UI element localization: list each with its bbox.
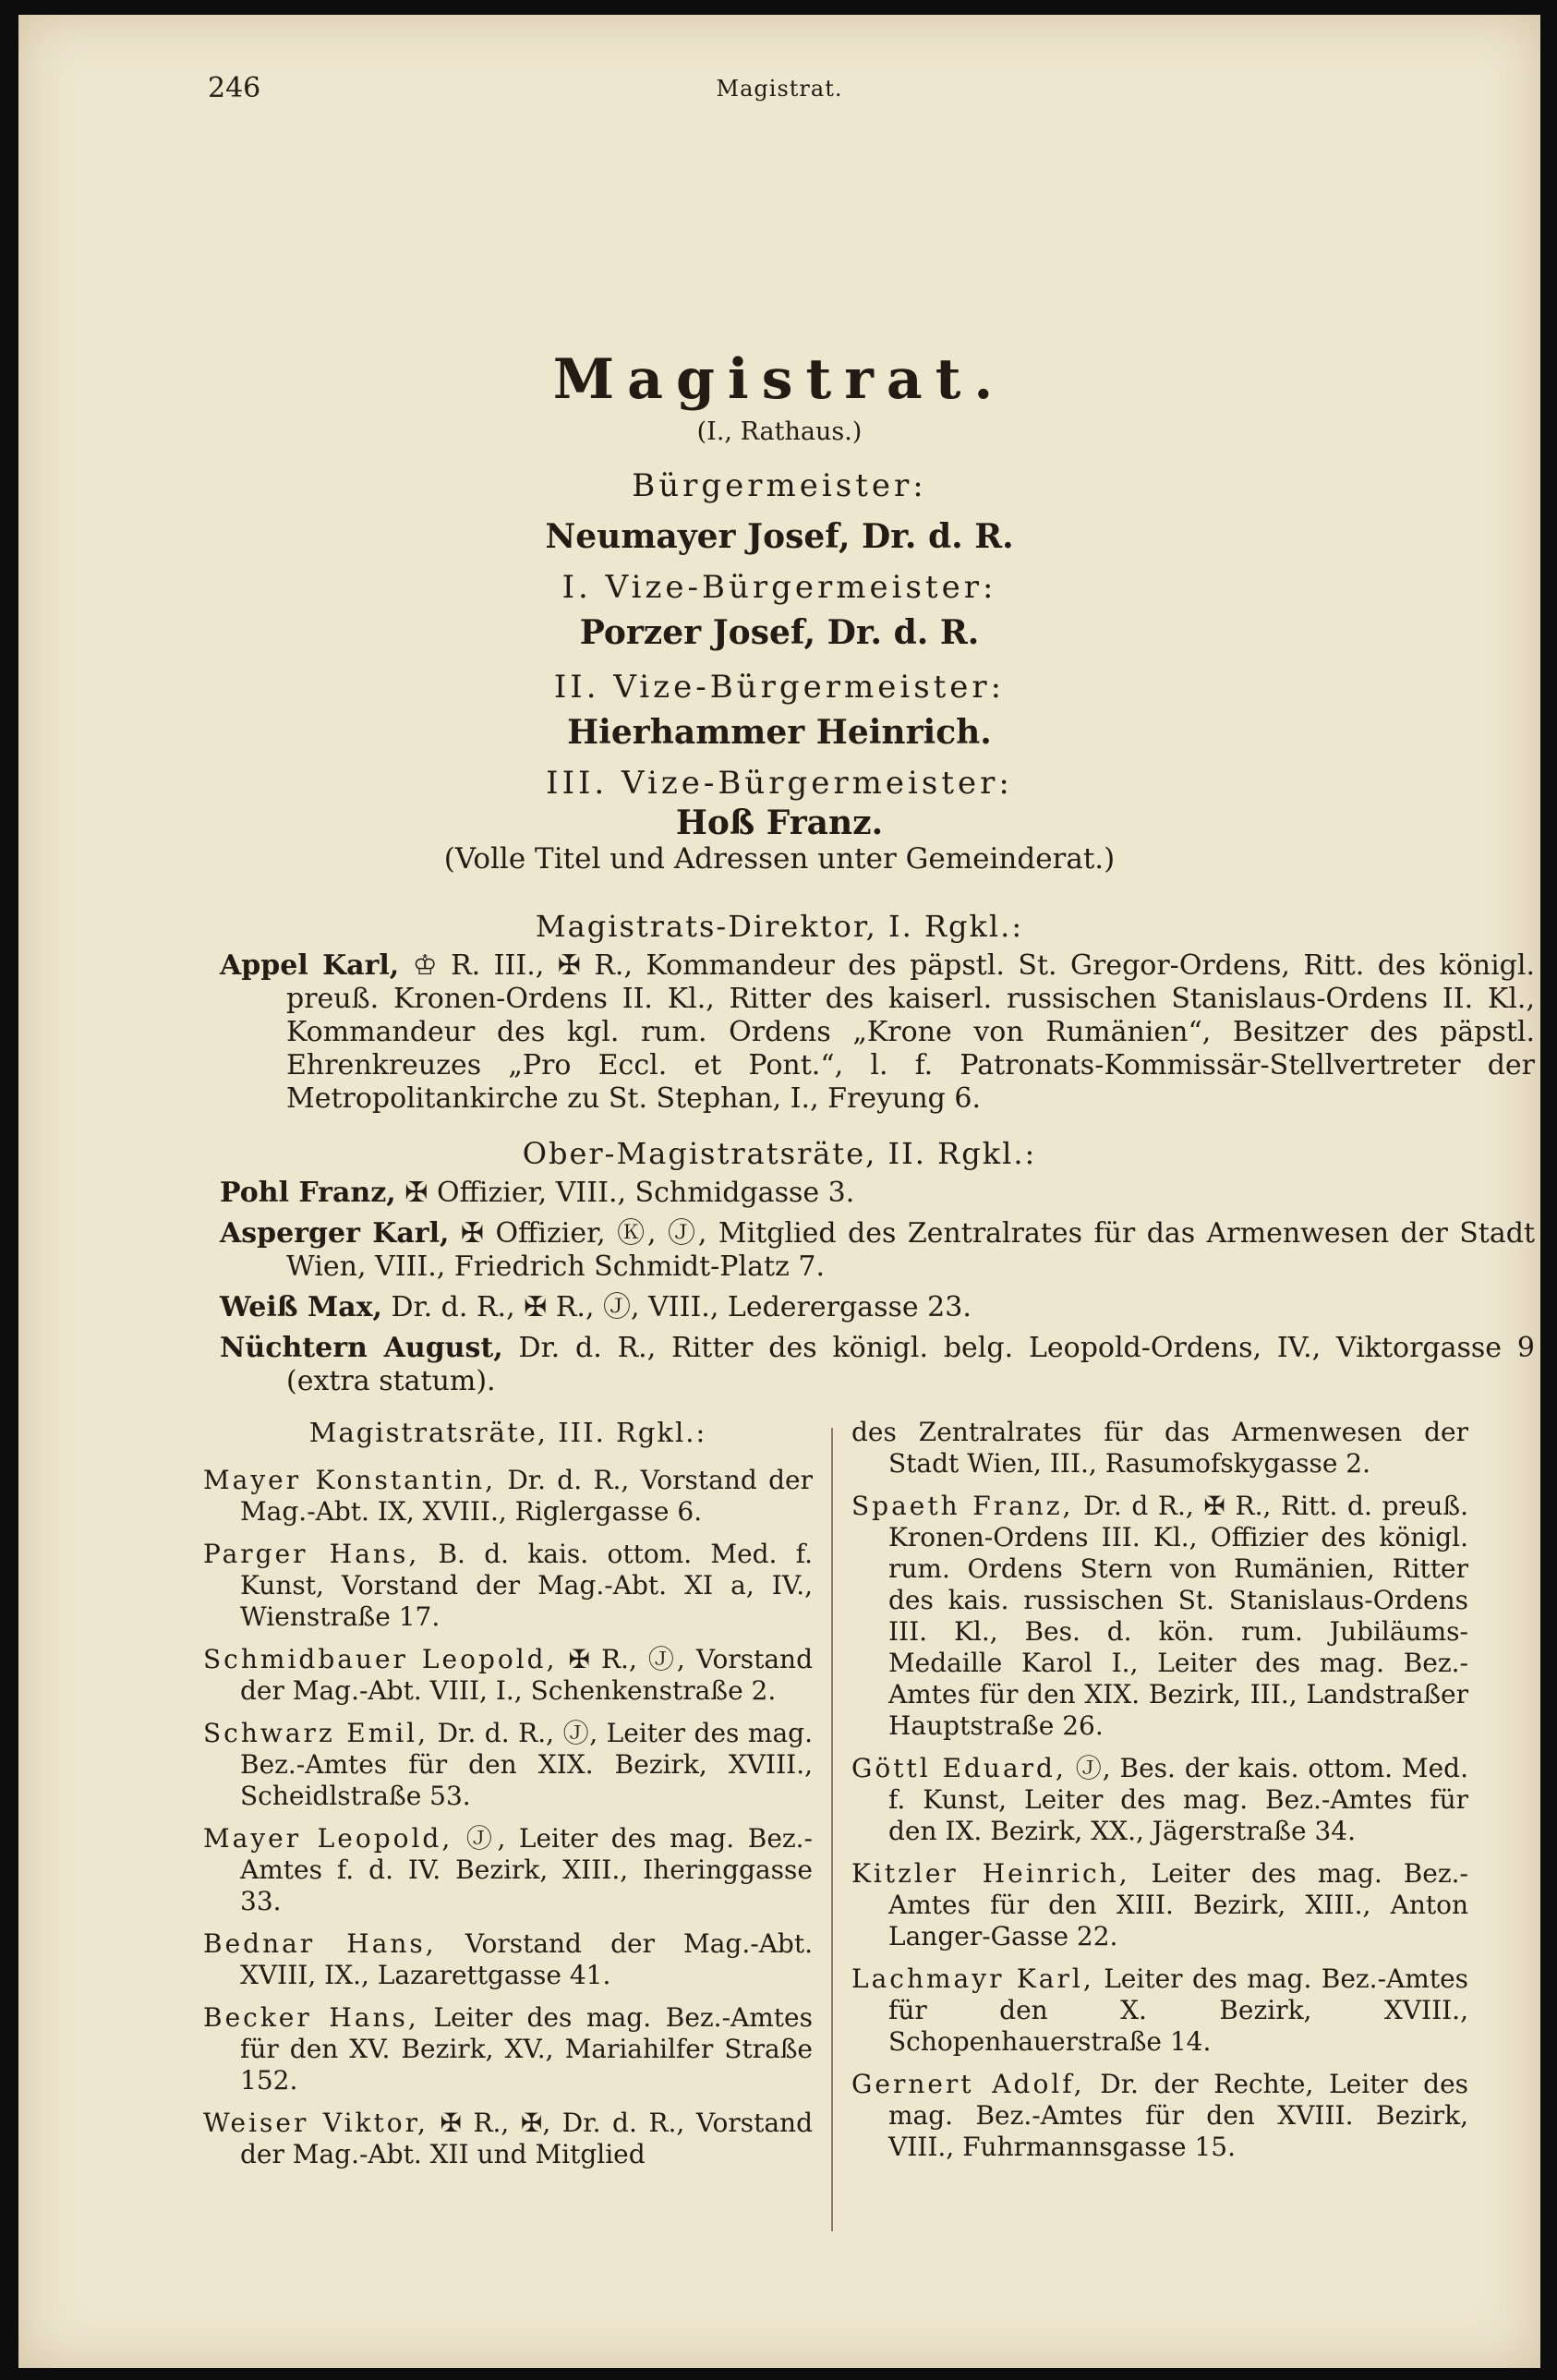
entry-name: Schmidbauer Leopold, [203,1644,558,1674]
entry-text: Dr. der Rechte, Leiter des mag. Bez.-Amtes für den XVIII. Bezirk, VIII., Fuhrmannsgasse 15. [888,2069,1469,2162]
entry-text: ✠ Offizier, Ⓚ, Ⓙ, Mitglied des Zentralrates für das Armenwesen der Stadt Wien, VIII., Friedrich Schmidt-Platz 7. [286,1217,1535,1283]
column-divider [831,1428,833,2231]
list-item [851,2069,1468,2163]
entry-text: Dr. d. R., ✠ R., Ⓙ, VIII., Lederergasse 23. [391,1291,972,1323]
vice-mayor-3-name: Hoß Franz. [675,803,884,842]
ober-entry [220,1332,1535,1398]
vice-mayor-2-role: II. Vize-Bürgermeister: [553,669,1006,706]
entry-name: Mayer Konstantin, [203,1465,496,1495]
list-item [203,1465,813,1528]
entry-text: Leiter des mag. Bez.-Amtes für den X. Bezirk, XVIII., Schopenhauerstraße 14. [888,1963,1469,2057]
entry-name: Schwarz Emil, [203,1718,429,1748]
entry-text: Leiter des mag. Bez.-Amtes für den XIII. Bezirk, XIII., Anton Langer-Gasse 22. [888,1858,1468,1951]
page-header [18,72,1540,127]
entry-name: Weiß Max, [220,1291,382,1323]
right-column [851,1417,1468,2174]
entry-text: Dr. d R., ✠ R., Ritt. d. preuß. Kronen-Ordens III. Kl., Offizier des königl. rum. Ordens Stern von Rumänien, Ritter des kais. russischen St. Stanislaus-Ordens III. Kl., Bes. d. kön. rum. Jubiläums-Medaille Karol I., Leiter des mag. Bez.-Amtes für den XIX. Bezirk, III., Landstraßer Hauptstraße 26. [888,1491,1468,1741]
main-title: Magistrat. [552,347,1007,412]
entry-text: Ⓙ, Leiter des mag. Bez.-Amtes f. d. IV. Bezirk, XIII., Iheringgasse 33. [240,1823,814,1916]
entry-text: ♔ R. III., ✠ R., Kommandeur des päpstl. St. Gregor-Ordens, Ritt. des königl. preuß. Kronen-Ordens II. Kl., Ritter des kaiserl. russischen Stanislaus-Ordens II. Kl., Kommandeur des kgl. rum. Ordens „Krone von Rumänien“, Besitzer des päpstl. Ehrenkreuzes „Pro Eccl. et Pont.“, l. f. Patronats-Kommissär-Stellvertreter der Metropolitankirche zu St. Stephan, I., Freyung 6. [286,949,1536,1115]
entry-text: B. d. kais. ottom. Med. f. Kunst, Vorstand der Mag.-Abt. XI a, IV., Wienstraße 17. [240,1539,813,1632]
entry-name: Lachmayr Karl, [851,1963,1094,1994]
ober-entry [220,1177,1535,1210]
list-item [203,1539,813,1633]
entry-text: Dr. d. R., Ritter des königl. belg. Leopold-Ordens, IV., Viktorgasse 9 (extra statum). [286,1332,1535,1397]
entry-text: Dr. d. R., Vorstand der Mag.-Abt. IX, XVIII., Riglergasse 6. [240,1465,813,1527]
mayor-name: Neumayer Josef, Dr. d. R. [545,517,1014,556]
left-column [203,1417,813,2181]
entry-name: Mayer Leopold, [203,1823,453,1854]
list-item [203,1718,813,1812]
entry-name: Kitzler Heinrich, [851,1858,1130,1889]
entry-text: Leiter des mag. Bez.-Amtes für den XV. Bezirk, XV., Mariahilfer Straße 152. [240,2002,813,2096]
entry-name: Spaeth Franz, [851,1491,1074,1521]
ober-entry [220,1217,1535,1284]
list-item [203,2002,813,2096]
vice-mayor-3-role: III. Vize-Bürgermeister: [546,765,1013,802]
entry-text: ✠ R., Ⓙ, Vorstand der Mag.-Abt. VIII, I., Schenkenstraße 2. [240,1644,813,1706]
page-number: 246 [208,72,261,104]
note: (Volle Titel und Adressen unter Gemeinderat.) [443,842,1116,876]
entry-text: ✠ Offizier, VIII., Schmidgasse 3. [404,1177,855,1209]
entry-name: Gernert Adolf, [851,2069,1085,2099]
entry-name: Appel Karl, [220,949,400,982]
director-heading: Magistrats-Direktor, I. Rgkl.: [535,909,1024,944]
entry-text: Vorstand der Mag.-Abt. XVIII, IX., Lazarettgasse 41. [240,1928,813,1990]
vice-mayor-1-role: I. Vize-Bürgermeister: [561,569,997,606]
mayor-role: Bürgermeister: [632,467,927,504]
entry-text: ✠ R., ✠, Dr. d. R., Vorstand der Mag.-Abt. XII und Mitglied [240,2108,813,2169]
continuation-text: des Zentralrates für das Armenwesen der Stadt Wien, III., Rasumofskygasse 2. [851,1417,1468,1479]
ober-entry [220,1291,1535,1324]
entry-text: Ⓙ, Bes. der kais. ottom. Med. f. Kunst, Leiter des mag. Bez.-Amtes für den IX. Bezirk, XX., Jägerstraße 34. [888,1753,1468,1846]
vice-mayor-1-name: Porzer Josef, Dr. d. R. [579,613,980,652]
location: (I., Rathaus.) [696,417,863,446]
entry-name: Parger Hans, [203,1539,420,1569]
list-item [203,1928,813,1991]
entry-name: Asperger Karl, [220,1217,450,1250]
entry-name: Becker Hans, [203,2002,419,2033]
running-title: Magistrat. [716,76,843,102]
entry-name: Pohl Franz, [220,1177,396,1209]
list-item [203,2108,813,2170]
vice-mayor-2-name: Hierhammer Heinrich. [567,713,992,752]
list-item [851,1858,1468,1952]
entry-text: Dr. d. R., Ⓙ, Leiter des mag. Bez.-Amtes für den XIX. Bezirk, XVIII., Scheidlstraße 53. [240,1718,813,1811]
ober-heading: Ober-Magistratsräte, II. Rgkl.: [522,1136,1037,1171]
list-item [851,1491,1468,1742]
entry-name: Bednar Hans, [203,1928,437,1959]
entry-name: Weiser Viktor, [203,2108,428,2138]
list-item [851,1963,1468,2058]
entry-name: Göttl Eduard, [851,1753,1067,1783]
list-item [851,1753,1468,1847]
director-entry [220,949,1535,1116]
list-item [203,1644,813,1707]
book-page [18,15,1540,2368]
entry-name: Nüchtern August, [220,1332,503,1364]
list-item [203,1823,813,1917]
raete-heading: Magistratsräte, III. Rgkl.: [308,1417,707,1448]
